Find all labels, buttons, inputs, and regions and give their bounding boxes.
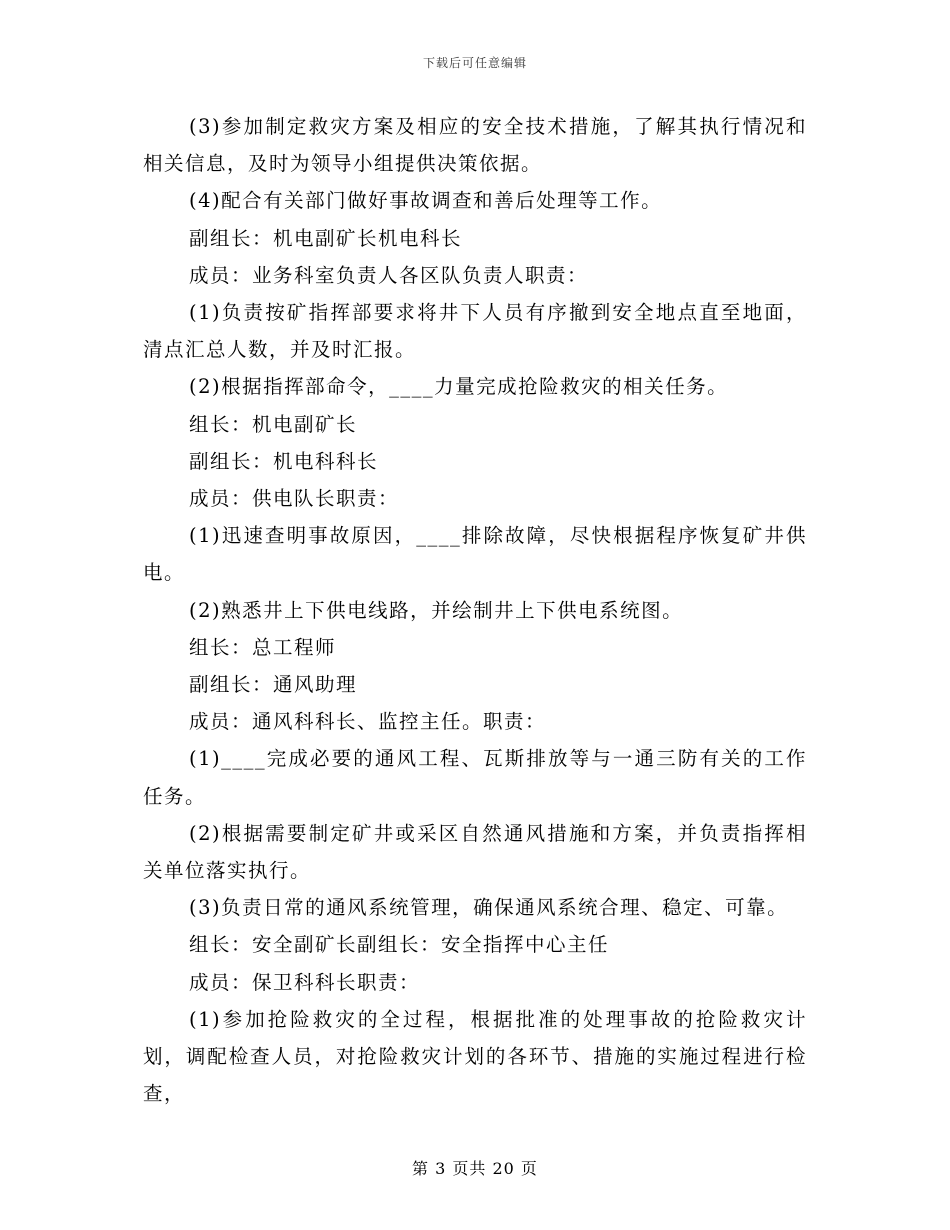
paragraph: 成员：通风科科长、监控主任。职责： [189, 710, 547, 734]
paragraph: 成员：供电队长职责： [189, 487, 400, 511]
paragraph: 成员：业务科室负责人各区队负责人职责： [189, 263, 589, 287]
paragraph: (1)____完成必要的通风工程、瓦斯排放等与一通三防有关的工作任务。 [143, 747, 807, 808]
paragraph: 组长：总工程师 [189, 635, 337, 659]
paragraph: 副组长：机电科科长 [189, 449, 379, 473]
paragraph: (3)负责日常的通风系统管理，确保通风系统合理、稳定、可靠。 [189, 896, 789, 920]
paragraph: 副组长：通风助理 [189, 673, 358, 697]
paragraph: (2)根据指挥部命令，____力量完成抢险救灾的相关任务。 [189, 375, 729, 399]
document-body [143, 108, 807, 1112]
paragraph: (4)配合有关部门做好事故调查和善后处理等工作。 [189, 189, 663, 213]
paragraph: (1)参加抢险救灾的全过程，根据批准的处理事故的抢险救灾计划，调配检查人员，对抢险救灾计划的各环节、措施的实施过程进行检查， [143, 1007, 807, 1106]
paragraph: 组长：机电副矿长 [189, 412, 358, 436]
page-footer: 第 3 页共 20 页 [412, 1159, 538, 1178]
paragraph: (2)根据需要制定矿井或采区自然通风措施和方案，并负责指挥相关单位落实执行。 [143, 821, 807, 883]
paragraph: 副组长：机电副矿长机电科长 [189, 226, 463, 250]
paragraph: 成员：保卫科科长职责： [189, 970, 421, 994]
page-header: 下载后可任意编辑 [422, 56, 527, 70]
paragraph: (1)负责按矿指挥部要求将井下人员有序撤到安全地点直至地面，清点汇总人数，并及时汇报。 [143, 301, 807, 362]
paragraph: (3)参加制定救灾方案及相应的安全技术措施，了解其执行情况和相关信息，及时为领导小组提供决策依据。 [143, 115, 807, 176]
paragraph: (2)熟悉井上下供电线路，并绘制井上下供电系统图。 [189, 598, 684, 622]
paragraph: 组长：安全副矿长副组长：安全指挥中心主任 [189, 933, 610, 957]
paragraph: (1)迅速查明事故原因，____排除故障，尽快根据程序恢复矿井供电。 [143, 524, 807, 585]
